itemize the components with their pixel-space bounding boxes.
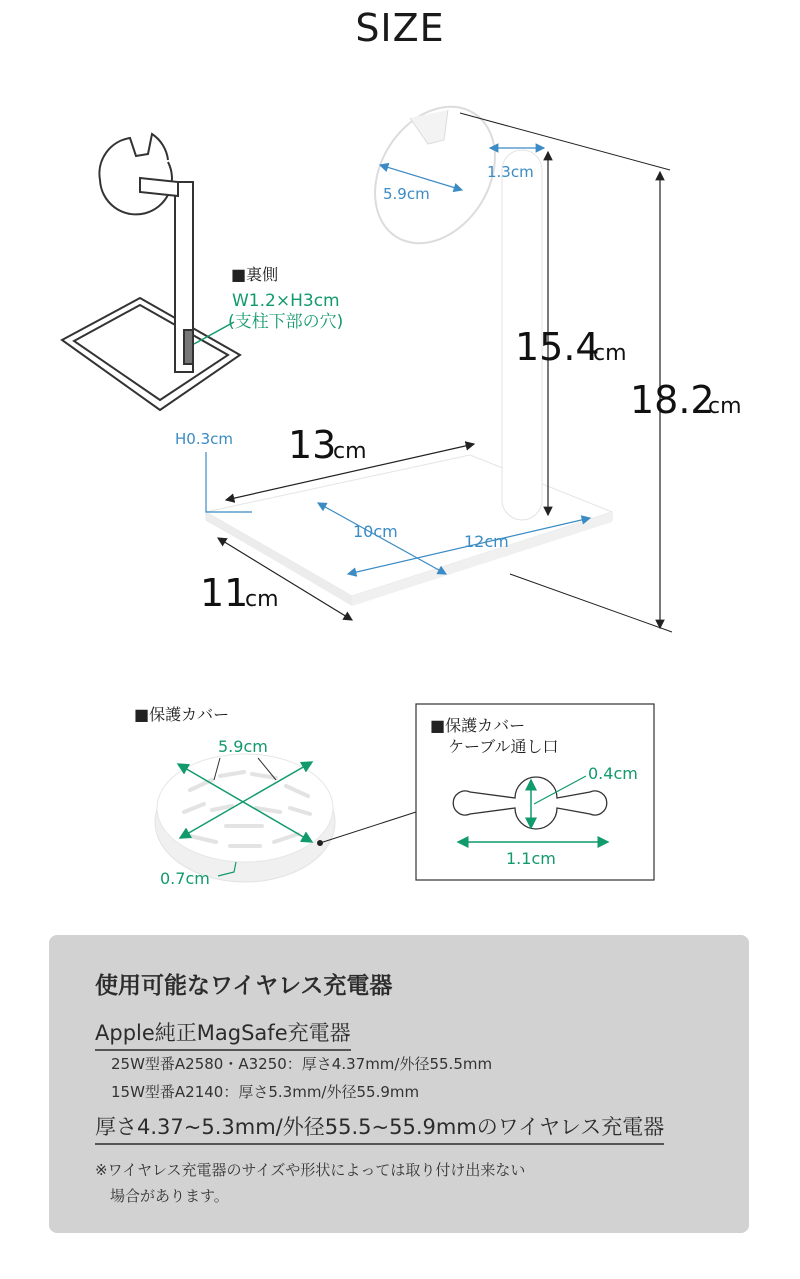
- cable-slot-label-line2: ケーブル通し口: [448, 737, 559, 756]
- compatible-chargers-heading: 使用可能なワイヤレス充電器: [95, 973, 393, 999]
- total-height-value: 18.2: [630, 378, 715, 422]
- cover-diameter-label: 5.9cm: [218, 737, 268, 756]
- hole-size-label: W1.2×H3cm: [232, 291, 340, 311]
- width-unit: cm: [333, 439, 367, 464]
- cable-slot-label-line1: ■保護カバー: [430, 716, 526, 735]
- cover-thickness-label: 0.7cm: [160, 869, 210, 888]
- pole-height-value: 15.4: [515, 325, 600, 369]
- cover-drawing: [155, 754, 335, 882]
- apple-magsafe-heading: Apple純正MagSafe充電器: [95, 1017, 351, 1051]
- note-line-1: ※ワイヤレス充電器のサイズや形状によっては取り付け出来ない: [95, 1161, 526, 1179]
- page-title: SIZE: [355, 6, 445, 50]
- disc-diameter-label: 5.9cm: [383, 185, 430, 203]
- compatible-chargers-panel: [49, 935, 749, 1233]
- cover-label: ■保護カバー: [134, 705, 230, 724]
- tray-inner-depth-label: 10cm: [353, 522, 398, 541]
- detail-connector-dot: [317, 840, 323, 846]
- note-line-2: 場合があります。: [95, 1187, 229, 1205]
- pole-height-unit: cm: [593, 341, 627, 366]
- hole-note-label: (支柱下部の穴): [228, 312, 344, 332]
- pole-width-label: 1.3cm: [487, 163, 534, 181]
- width-value: 13: [288, 423, 337, 467]
- spec-15w: 15W型番A2140：厚さ5.3mm/外径55.9mm: [111, 1083, 420, 1101]
- rim-height-label: H0.3cm: [175, 430, 233, 448]
- back-view-drawing: [62, 134, 240, 410]
- depth-unit: cm: [245, 587, 279, 612]
- spec-25w: 25W型番A2580・A3250：厚さ4.37mm/外径55.5mm: [111, 1055, 493, 1073]
- depth-value: 11: [200, 571, 249, 615]
- tray-inner-width-label: 12cm: [464, 532, 509, 551]
- range-heading: 厚さ4.37~5.3mm/外径55.5~55.9mmのワイヤレス充電器: [95, 1111, 664, 1145]
- note-text: [95, 1157, 525, 1209]
- cable-slot-width-label: 1.1cm: [506, 849, 556, 868]
- total-height-unit: cm: [708, 394, 742, 419]
- back-view-label: ■裏側: [231, 265, 279, 284]
- cable-slot-height-label: 0.4cm: [588, 764, 638, 783]
